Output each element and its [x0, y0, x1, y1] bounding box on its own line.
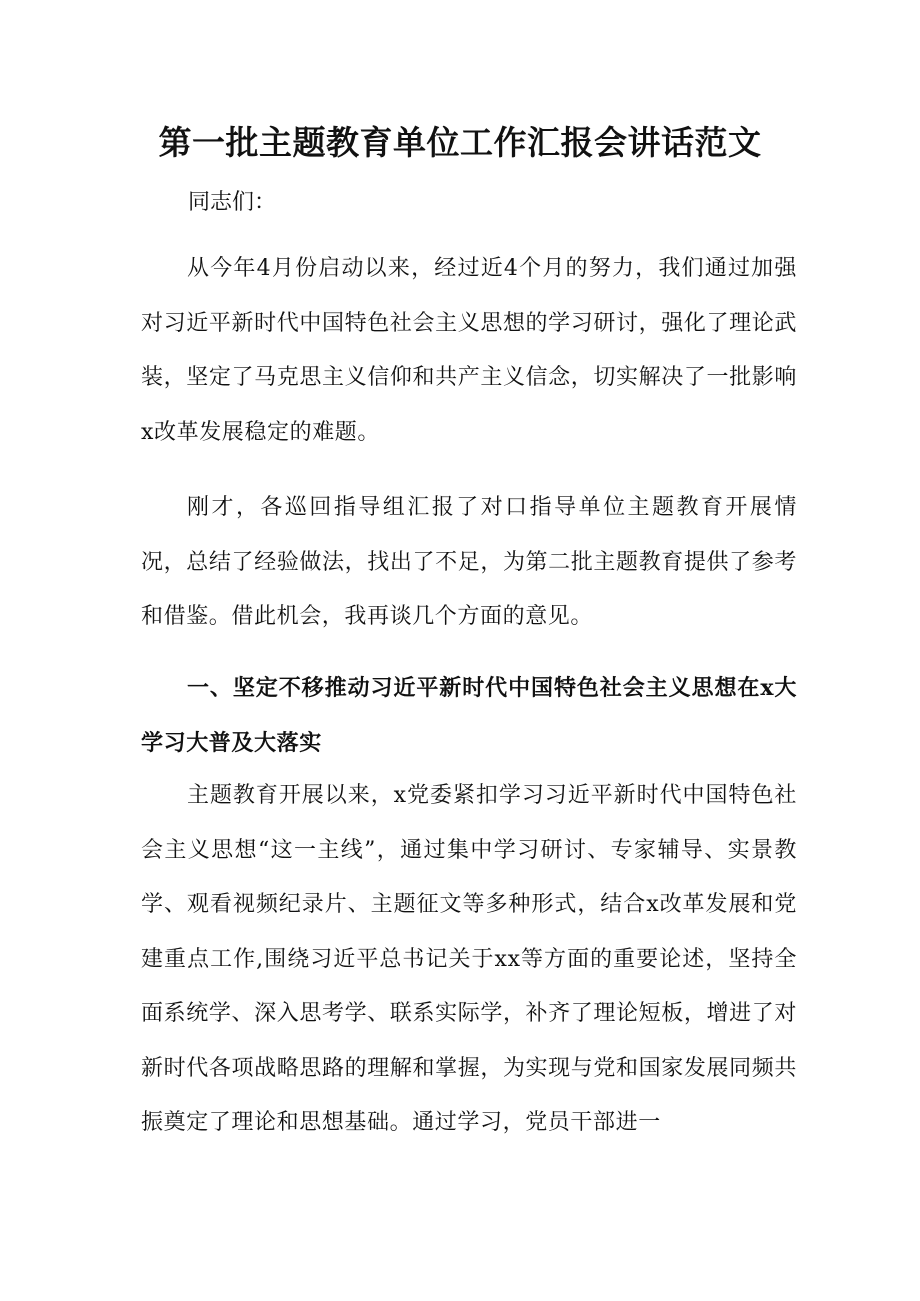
section-paragraph: 主题教育开展以来，x党委紧扣学习习近平新时代中国特色社会主义思想“这一主线”，通过集中学习研讨、专家辅导、实景教学、观看视频纪录片、主题征文等多种形式，结合x改革发展和党建重点工作,围绕习近平总书记关于xx等方面的重要论述，坚持全面系统学、深入思考学、联系实际学，补齐了理论短板，增进了对新时代各项战略思路的理解和掌握，为实现与党和国家发展同频共振奠定了理论和思想基础。通过学习，党员干部进一 — [141, 783, 797, 1135]
salutation: 同志们： — [188, 190, 277, 215]
body-paragraph: 刚才，各巡回指导组汇报了对口指导单位主题教育开展情况，总结了经验做法，找出了不足，为第二批主题教育提供了参考和借鉴。借此机会，我再谈几个方面的意见。 — [141, 495, 797, 629]
document-title: 第一批主题教育单位工作汇报会讲话范文 — [158, 123, 762, 162]
body-paragraph: 从今年4月份启动以来，经过近4个月的努力，我们通过加强对习近平新时代中国特色社会主义思想的学习研讨，强化了理论武装，坚定了马克思主义信仰和共产主义信念，切实解决了一批影响x改革发展稳定的难题。 — [141, 256, 797, 445]
section-heading: 一、坚定不移推动习近平新时代中国特色社会主义思想在x大学习大普及大落实 — [141, 675, 797, 756]
